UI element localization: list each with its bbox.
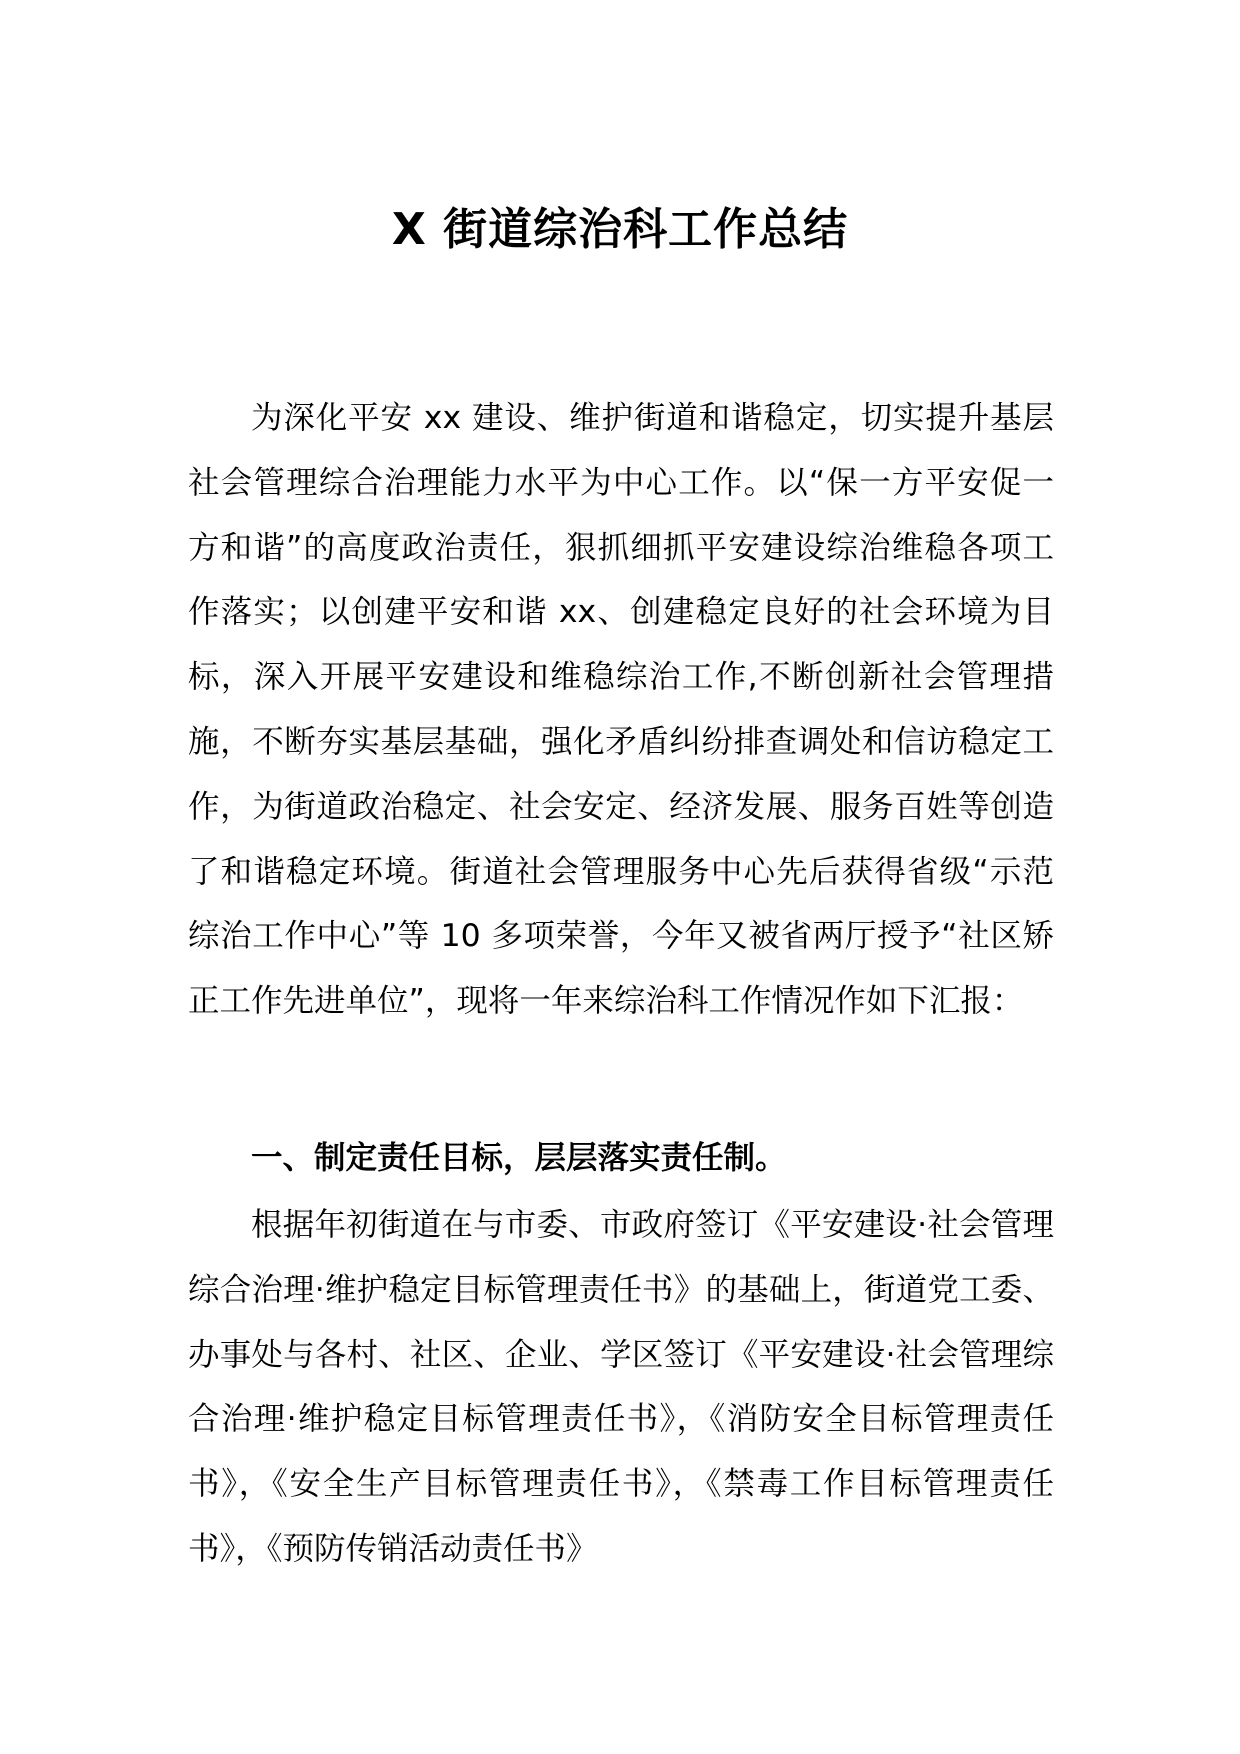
intro-paragraph: 为深化平安 xx 建设、维护街道和谐稳定，切实提升基层社会管理综合治理能力水平为中心工作。以“保一方平安促一方和谐”的高度政治责任，狠抓细抓平安建设综治维稳各项工作落实；以创建平安和谐 xx、创建稳定良好的社会环境为目标，深入开展平安建设和维稳综治工作,不断创新社会管理措施，不断夯实基层基础，强化矛盾纠纷排查调处和信访稳定工作，为街道政治稳定、社会安定、经济发展、服务百姓等创造了和谐稳定环境。街道社会管理服务中心先后获得省级“示范综治工作中心”等 10 多项荣誉，今年又被省两厅授予“社区矫正工作先进单位”，现将一年来综治科工作情况作如下汇报： <box>188 400 1054 1020</box>
section-1-heading: 一、制定责任目标，层层落实责任制。 <box>251 1140 787 1176</box>
section-1-paragraph: 根据年初街道在与市委、市政府签订《平安建设·社会管理综合治理·维护稳定目标管理责任书》的基础上，街道党工委、办事处与各村、社区、企业、学区签订《平安建设·社会管理综合治理·维护稳定目标管理责任书》，《消防安全目标管理责任书》，《安全生产目标管理责任书》，《禁毒工作目标管理责任书》，《预防传销活动责任书》 <box>188 1207 1054 1567</box>
document-title: X 街道综治科工作总结 <box>391 204 849 255</box>
